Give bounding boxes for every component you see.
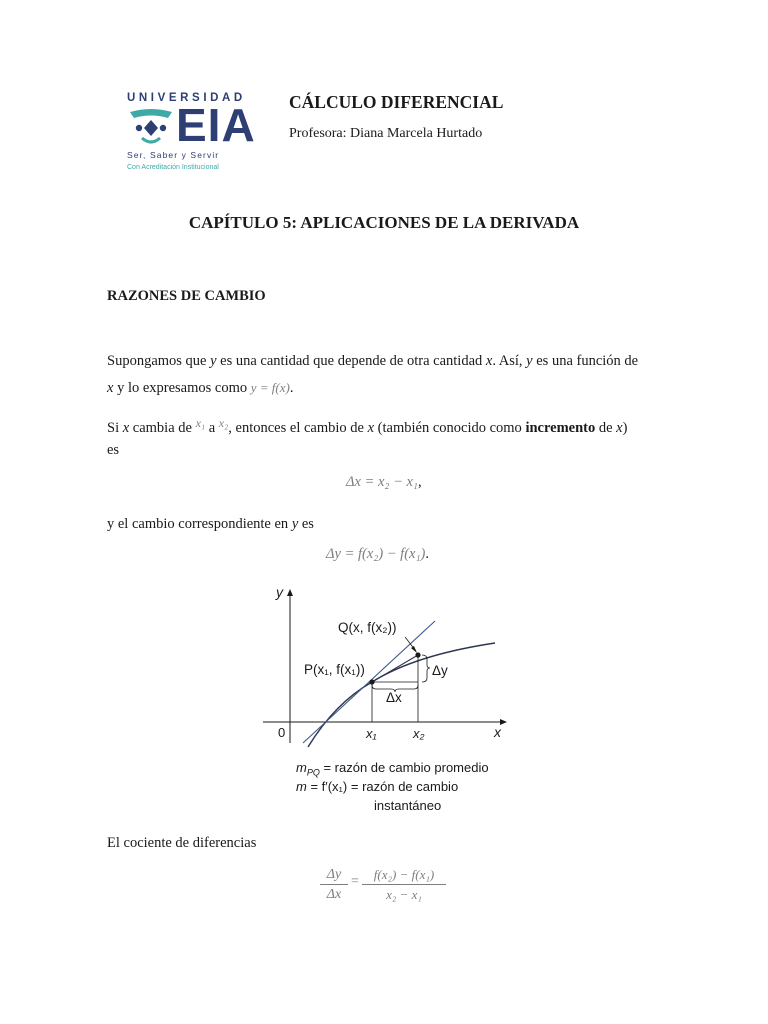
secant-line — [372, 655, 418, 682]
paragraph-3: y el cambio correspondiente en y es — [107, 516, 314, 532]
paragraph-1-line-2: x y lo expresamos como y = f(x). — [107, 380, 294, 396]
logo-motto: Ser, Saber y Servir — [127, 150, 220, 160]
logo-accreditation: Con Acreditación Institucional — [127, 164, 219, 171]
paragraph-1-line-1: Supongamos que y es una cantidad que depende de otra cantidad x. Así, y es una función de — [107, 353, 639, 369]
figure-caption-line-2: m = f′(x₁) = razón de cambio — [296, 779, 459, 794]
formula-delta-x: Δx = x₂ − x₁, — [346, 474, 422, 490]
quotient-right-denominator: x₂ − x₁ — [386, 887, 422, 902]
figure-delta-x-label: Δx — [386, 690, 402, 705]
figure-x2-tick: x₂ — [413, 726, 425, 741]
quotient-left-numerator: Δy — [326, 867, 342, 882]
x-axis-arrow-icon — [500, 719, 507, 725]
chapter-title: CAPÍTULO 5: APLICACIONES DE LA DERIVADA — [188, 213, 580, 232]
logo-emblem-icon — [128, 108, 174, 148]
formula-delta-y: Δy = f(x₂) − f(x₁). — [326, 546, 429, 562]
figure-y-label: y — [276, 584, 283, 600]
logo-eia-text: EIA — [176, 99, 256, 151]
figure-x1-tick: x₁ — [366, 726, 377, 741]
paragraph-2-line-1: Si x cambia de $^{x_1}$ a $^{x_2}$, entonces el cambio de x (también conocido como incremento de x) — [107, 416, 628, 436]
quotient-left-denominator: Δx — [326, 887, 342, 902]
equation-y-fx: y = f(x) — [250, 380, 290, 395]
quotient-left — [320, 866, 348, 905]
section-title: RAZONES DE CAMBIO — [107, 288, 266, 304]
figure-caption-line-1: $m_{PQ}$ = razón de cambio promedio — [296, 760, 489, 778]
figure-q-label: Q(x, f(x₂)) — [338, 620, 397, 635]
formula-difference-quotient — [320, 866, 460, 916]
figure-caption-line-3: instantáneo — [374, 798, 442, 813]
point-p — [369, 679, 374, 684]
point-q — [415, 652, 420, 657]
quotient-equals: = — [351, 874, 359, 889]
course-title: CÁLCULO DIFERENCIAL — [289, 92, 504, 112]
logo-universidad-text: UNIVERSIDAD — [127, 92, 246, 104]
paragraph-4: El cociente de diferencias — [107, 835, 257, 851]
figure-delta-y-label: Δy — [432, 663, 448, 678]
quotient-right — [362, 866, 446, 905]
y-axis-arrow-icon — [287, 589, 293, 596]
rate-of-change-figure — [255, 585, 515, 750]
figure-p-label: P(x₁, f(x₁)) — [304, 662, 365, 677]
figure-origin-label: 0 — [278, 725, 286, 740]
professor-name: Profesora: Diana Marcela Hurtado — [289, 126, 483, 141]
university-logo — [124, 88, 274, 178]
q-pointer-arrowhead-icon — [411, 646, 417, 653]
quotient-right-numerator: f(x₂) − f(x₁) — [373, 867, 435, 882]
paragraph-2-line-2: es — [107, 442, 120, 458]
figure-x-label: x — [494, 724, 501, 740]
